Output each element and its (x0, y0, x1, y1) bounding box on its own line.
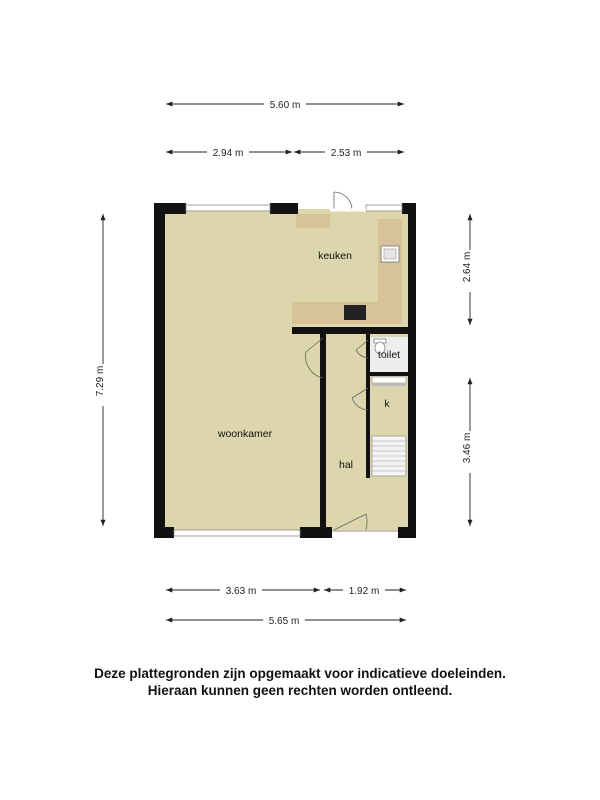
room-label-toilet: toilet (377, 349, 401, 361)
door-kitchen-top (334, 192, 352, 210)
dim-label-left: 7.29 m (95, 365, 106, 397)
wall-kitchen-bottom (292, 327, 410, 334)
dim-label-bottom-total: 5.65 m (268, 616, 300, 627)
wall-toilet-bottom (366, 372, 410, 376)
dim-label-bottom-right: 1.92 m (348, 586, 380, 597)
dim-label-bottom-left: 3.63 m (225, 586, 257, 597)
window-top-left (186, 205, 270, 211)
window-top-right (366, 205, 402, 211)
dim-label-right-lower: 3.46 m (462, 432, 473, 464)
room-label-keuken: keuken (318, 250, 352, 262)
wall-right (408, 203, 416, 538)
wall-k-left (366, 388, 370, 478)
wall-living-hall (320, 330, 326, 538)
room-label-woonkamer: woonkamer (217, 428, 273, 440)
wall-top-mid (270, 203, 298, 214)
dim-label-top-total: 5.60 m (269, 100, 301, 111)
window-bottom-left (174, 530, 300, 536)
room-label-k: k (384, 398, 390, 410)
stairs (372, 436, 406, 476)
dim-label-top-right: 2.53 m (330, 148, 362, 159)
wall-bottom-left-stub (154, 527, 174, 538)
wall-top-left-stub (154, 203, 186, 214)
cabinet-k (372, 377, 406, 386)
wall-left (154, 203, 165, 538)
disclaimer-line-1: Deze plattegronden zijn opgemaakt voor indicatieve doeleinden. (94, 666, 506, 681)
cooktop (344, 305, 366, 320)
counter-top-left (296, 214, 330, 228)
wall-bottom-right-stub (398, 527, 416, 538)
dim-label-right-upper: 2.64 m (462, 251, 473, 283)
sink-basin (384, 249, 396, 259)
wall-bottom-mid (300, 527, 332, 538)
wall-toilet-left (366, 334, 370, 388)
room-label-hal: hal (338, 459, 354, 471)
floor-areas (164, 209, 408, 530)
disclaimer-line-2: Hieraan kunnen geen rechten worden ontleend. (147, 683, 453, 698)
dim-label-top-left: 2.94 m (212, 148, 244, 159)
